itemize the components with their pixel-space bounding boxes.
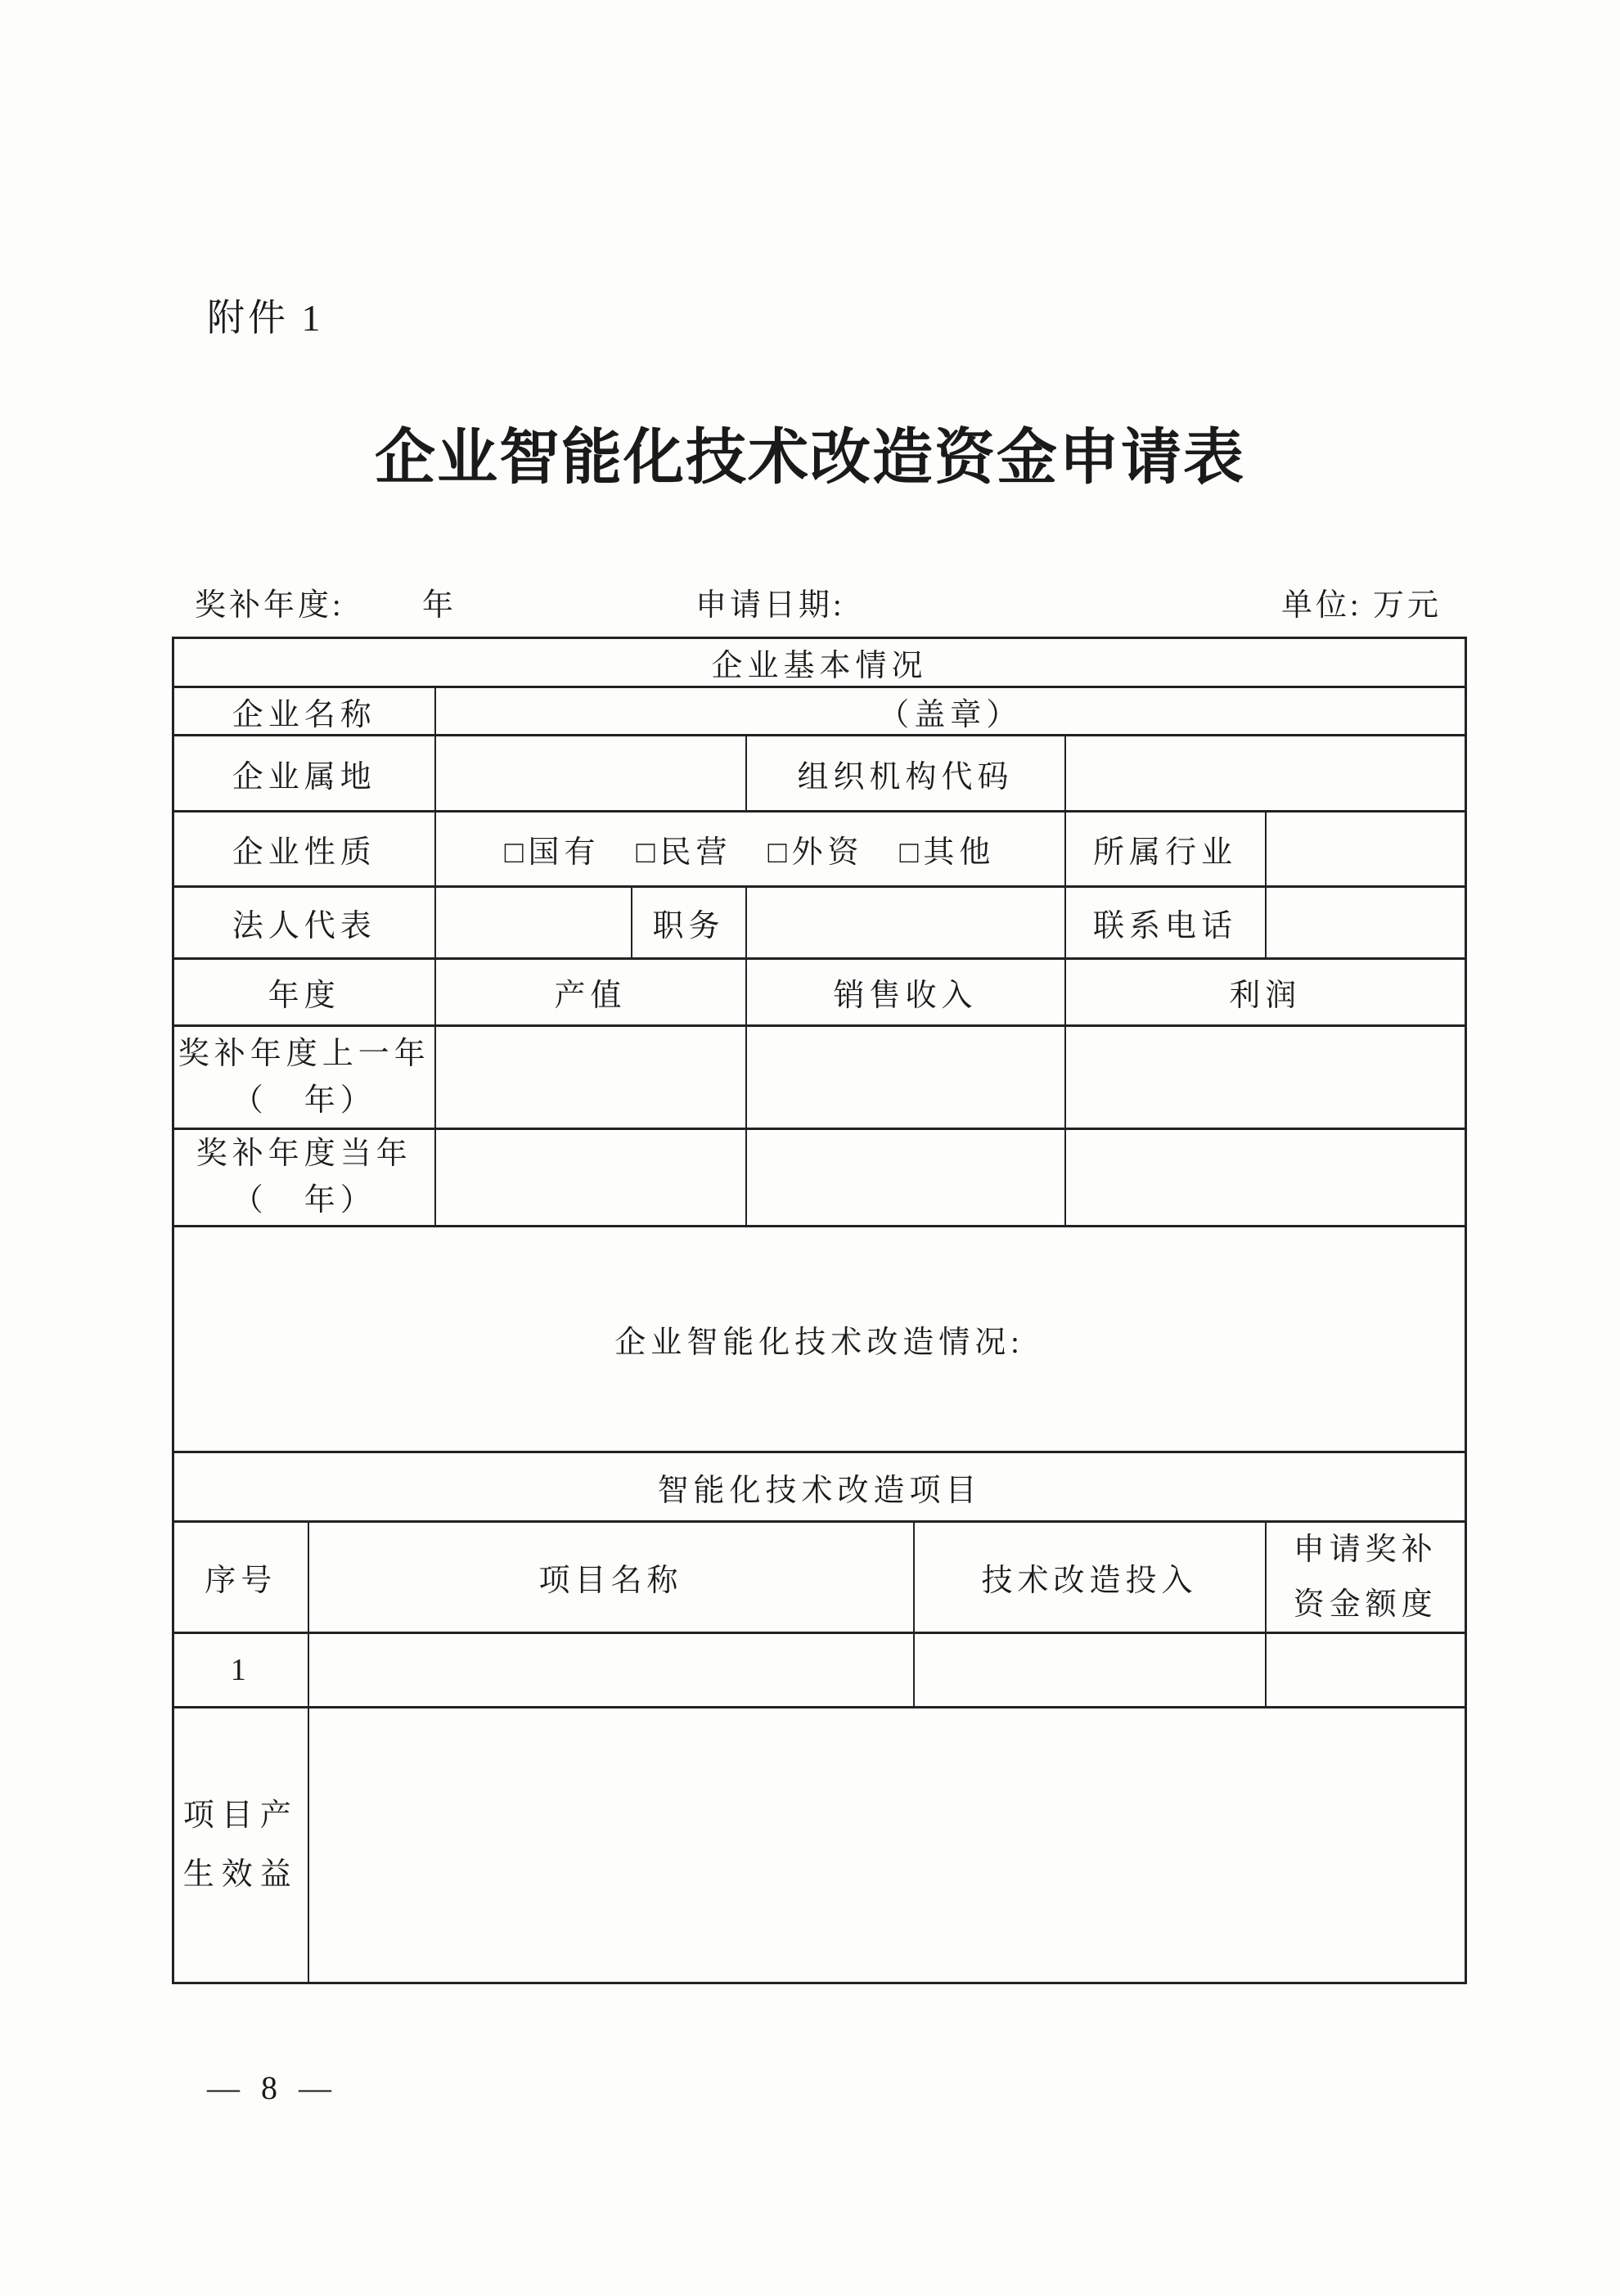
- company-nature-label: 企业性质: [173, 812, 435, 887]
- company-nature-options: □国有 □民营 □外资 □其他: [435, 812, 1065, 887]
- position-label: 职务: [632, 887, 746, 959]
- seq-col-header: 序号: [173, 1522, 308, 1633]
- cur-year-profit-cell: [1065, 1129, 1466, 1227]
- unit-label: 单位: 万元: [1280, 588, 1442, 623]
- invest-col-header: 技术改造投入: [914, 1522, 1266, 1633]
- benefit-label: [173, 1708, 308, 1983]
- fund-col-header-line2: 资金额度: [1293, 1587, 1438, 1622]
- company-location-value-cell: [435, 736, 746, 812]
- phone-label: 联系电话: [1065, 887, 1266, 959]
- prev-year-label-line2: （ 年）: [232, 1083, 376, 1118]
- company-name-label: 企业名称: [173, 687, 435, 736]
- legal-rep-label: 法人代表: [173, 887, 435, 959]
- application-form-table: [172, 637, 1467, 1984]
- phone-value-cell: [1266, 887, 1466, 959]
- section-basic-header: 企业基本情况: [173, 638, 1466, 687]
- meta-row: [172, 579, 1465, 628]
- cur-year-label: [173, 1129, 435, 1227]
- project-row1-seq: 1: [173, 1633, 308, 1708]
- industry-label: 所属行业: [1065, 812, 1266, 887]
- retrofit-info-cell: 企业智能化技术改造情况:: [173, 1227, 1466, 1452]
- cur-year-label-line1: 奖补年度当年: [196, 1137, 412, 1171]
- project-row1-name-cell: [308, 1633, 914, 1708]
- benefit-label-line1: 项目产: [182, 1798, 299, 1833]
- company-location-label: 企业属地: [173, 736, 435, 812]
- legal-rep-value-cell: [435, 887, 632, 959]
- section-projects-header: 智能化技术改造项目: [173, 1452, 1466, 1522]
- page-number: — 8 —: [207, 2069, 338, 2106]
- benefit-label-line2: 生效益: [182, 1857, 299, 1892]
- project-row1-fund-cell: [1266, 1633, 1466, 1708]
- benefit-value-cell: [308, 1708, 1466, 1983]
- award-year-label: 奖补年度:: [195, 588, 344, 623]
- output-col-header: 产值: [435, 959, 746, 1026]
- project-row1-invest-cell: [914, 1633, 1266, 1708]
- sales-col-header: 销售收入: [746, 959, 1065, 1026]
- prev-year-label: [173, 1026, 435, 1129]
- prev-year-profit-cell: [1065, 1026, 1466, 1129]
- year-col-header: 年度: [173, 959, 435, 1026]
- document-title: 企业智能化技术改造资金申请表: [375, 425, 1245, 492]
- fund-col-header: [1266, 1522, 1466, 1633]
- project-name-col-header: 项目名称: [308, 1522, 914, 1633]
- prev-year-output-cell: [435, 1026, 746, 1129]
- position-value-cell: [746, 887, 1065, 959]
- cur-year-label-line2: （ 年）: [232, 1183, 376, 1218]
- award-year-suffix: 年: [422, 588, 457, 623]
- prev-year-label-line1: 奖补年度上一年: [178, 1036, 430, 1071]
- org-code-value-cell: [1065, 736, 1466, 812]
- cur-year-sales-cell: [746, 1129, 1065, 1227]
- fund-col-header-line1: 申请奖补: [1293, 1533, 1438, 1567]
- company-name-seal-cell: （盖章）: [435, 687, 1466, 736]
- industry-value-cell: [1266, 812, 1466, 887]
- cur-year-output-cell: [435, 1129, 746, 1227]
- apply-date-label: 申请日期:: [695, 588, 845, 623]
- org-code-label: 组织机构代码: [746, 736, 1065, 812]
- prev-year-sales-cell: [746, 1026, 1065, 1129]
- attachment-label: 附件 1: [207, 297, 324, 339]
- profit-col-header: 利润: [1065, 959, 1466, 1026]
